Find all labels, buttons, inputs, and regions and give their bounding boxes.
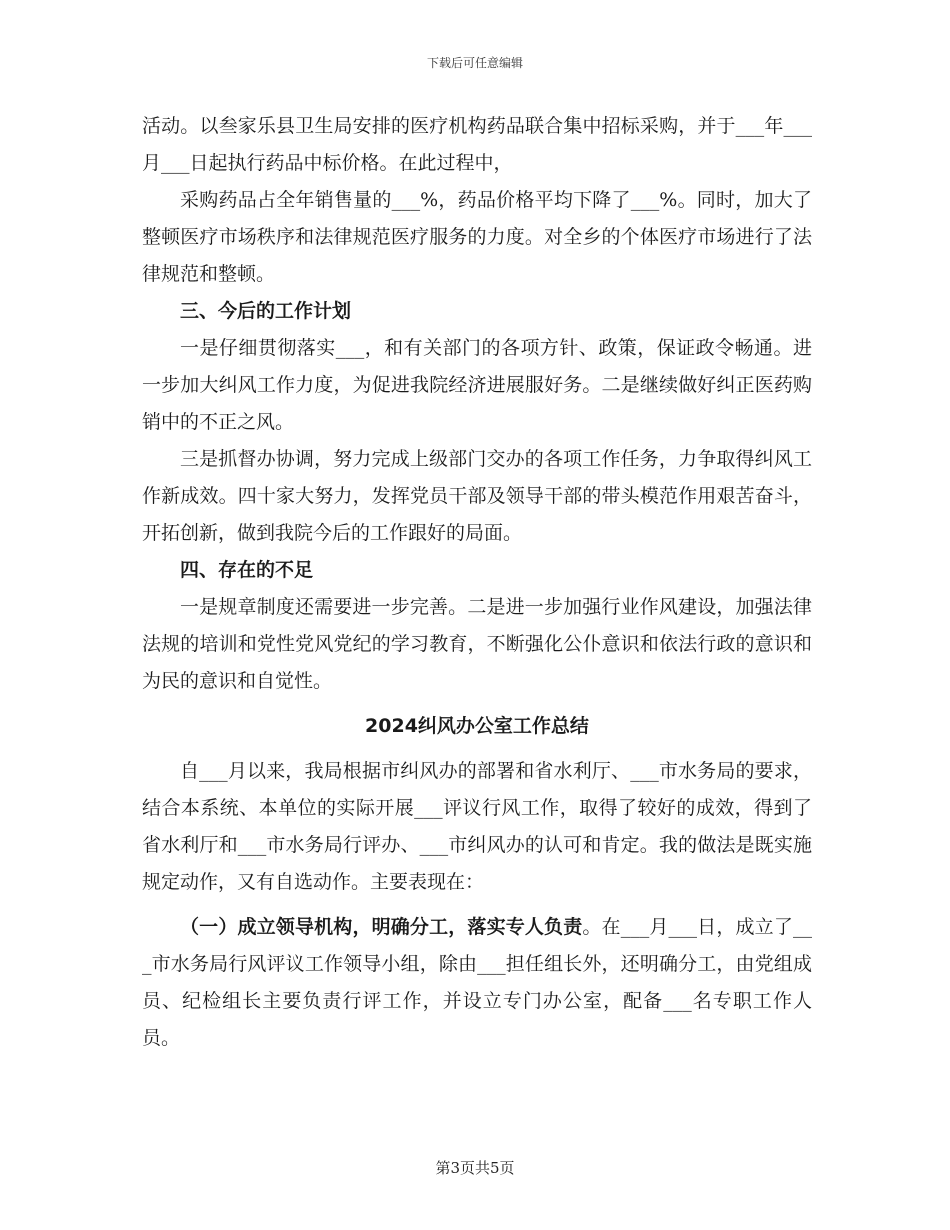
section-heading: 三、今后的工作计划 [180,300,352,322]
page-header: 下载后可任意编辑 [426,56,523,70]
document-body [142,108,812,1057]
paragraph-text: 。在___月___日，成立了___市水务局行风评议工作领导小组，除由___担任组长外，还明确分工，由党组成员、纪检组长主要负责行评工作，并设立专门办公室，配备___名专职工作人员。 [142,916,812,1049]
paragraph: 自___月以来，我局根据市纠风办的部署和省水利厅、___市水务局的要求，结合本系统、本单位的实际开展___评议行风工作，取得了较好的成效，得到了省水利厅和___市水务局行评办、___市纠风办的认可和肯定。我的做法是既实施规定动作，又有自选动作。主要表现在： [142,760,812,893]
paragraph: 一是规章制度还需要进一步完善。二是进一步加强行业作风建设，加强法律法规的培训和党性党风党纪的学习教育，不断强化公仆意识和依法行政的意识和为民的意识和自觉性。 [142,596,812,692]
section-heading: 四、存在的不足 [180,559,314,581]
subsection-heading: （一）成立领导机构，明确分工，落实专人负责 [180,916,583,938]
paragraph: 采购药品占全年销售量的___%，药品价格平均下降了___%。同时，加大了整顿医疗市场秩序和法律规范医疗服务的力度。对全乡的个体医疗市场进行了法律规范和整顿。 [142,189,812,285]
paragraph [142,909,812,1057]
paragraph: 一是仔细贯彻落实___，和有关部门的各项方针、政策，保证政令畅通。进一步加大纠风工作力度，为促进我院经济进展服好务。二是继续做好纠正医药购销中的不正之风。 [142,337,812,433]
paragraph: 活动。以叁家乐县卫生局安排的医疗机构药品联合集中招标采购，并于___年___月___日起执行药品中标价格。在此过程中， [142,115,812,174]
paragraph: 三是抓督办协调，努力完成上级部门交办的各项工作任务，力争取得纠风工作新成效。四十家大努力，发挥党员干部及领导干部的带头模范作用艰苦奋斗，开拓创新，做到我院今后的工作跟好的局面。 [142,448,812,544]
document-title: 2024纠风办公室工作总结 [365,715,589,737]
page-footer: 第3页共5页 [435,1159,515,1177]
